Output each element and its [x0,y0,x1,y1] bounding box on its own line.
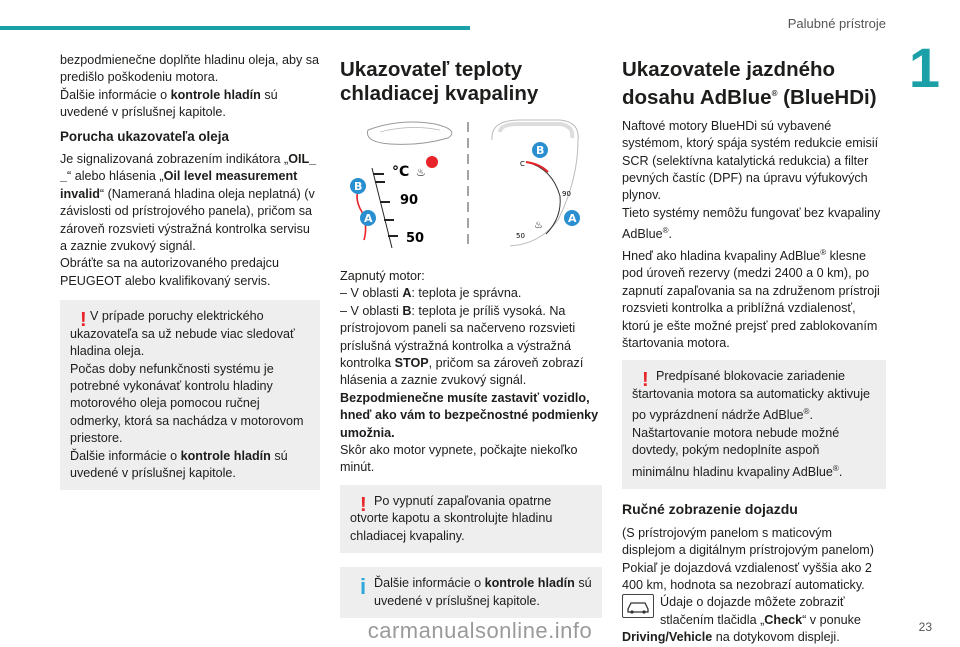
label-b: B [354,180,363,193]
heading-manual-range: Ručné zobrazenie dojazdu [622,501,798,518]
warning-box [622,360,886,489]
paragraph [340,303,602,390]
text: . [838,464,843,479]
text: bezpodmienečne doplňte hladinu oleja, aby sa predišlo poškodeniu motora. [60,53,320,85]
text: . [809,408,813,423]
bold-text: kontrole hladín [180,448,271,463]
warning-box [340,485,602,553]
text: “ (Nameraná hladina oleja neplatná) (v závislosti od prístrojového panela), pričom sa zároveň rozsvieti výstražná kontrolka servisu a zaznie zvukový signál. [60,186,315,254]
car-outline-icon [623,595,653,617]
car-icon [622,594,654,618]
bold-text: OIL_ _ [60,152,317,184]
bold-text: STOP [394,356,429,371]
paragraph: Po vypnutí zapaľovania opatrne otvorte kapotu a skontrolujte hladinu chladiacej kvapaliny. [350,493,553,543]
heading-oil-fault: Porucha ukazovateľa oleja [60,128,229,144]
paragraph [350,575,592,610]
superscript: ® [803,407,810,417]
info-box [340,567,602,618]
text: Ďalšie informácie o [374,576,485,591]
gauge-value-50: 50 [406,231,425,246]
label-b-right: B [536,144,545,157]
paragraph: (S prístrojovým panelom s maticovým displejom a digitálnym prístrojovým panelom) [622,525,874,558]
text: : teplota je správna. [411,286,522,301]
warning-icon: ! [642,369,649,392]
paragraph: Naftové motory BlueHDi sú vybavené systémom, ktorý spája systém redukcie emisií SCR (selektívna katalytická redukcia) a filter pevných častíc (DPF) na úpravu výfukových plynov. [622,118,879,203]
text: – V oblasti [340,286,403,301]
coolant-symbol-right-icon: ♨ [534,220,543,231]
watermark: carmanualsonline.info [367,618,593,643]
paragraph: Skôr ako motor vypnete, počkajte niekoľko minút. [340,443,578,475]
header-accent-bar [0,26,470,30]
text: Ďalšie informácie o [60,87,171,102]
text: Údaje o dojazde môžete zobraziť stlačením tlačidla „ [660,595,845,627]
text: na dotykovom displeji. [712,630,840,645]
heading-coolant: Ukazovateľ teploty chladiacej kvapaliny [340,58,539,105]
paragraph [70,448,310,483]
gauge-unit-c: C [520,160,525,168]
bold-text: A [402,286,412,301]
superscript: ® [662,226,669,236]
paragraph [622,205,886,244]
column-coolant [340,58,602,618]
warning-icon: ! [360,493,367,516]
paragraph [60,151,320,290]
text: Ukazovatele jazdného dosahu AdBlue [622,58,836,109]
heading-adblue [622,58,886,110]
section-header-title: Palubné prístroje [787,16,886,31]
paragraph [632,368,876,424]
warning-box [60,300,320,490]
text: klesne pod úroveň rezervy (medzi 2400 a 0 km), po zapnutí zapaľovania sa na združenom prístroji rozsvieti kontrolka a priblížná vzdialenosť, ktorú je ešte možné prejsť pred zablokovaním štartovania motora. [622,249,880,351]
column-adblue [622,58,886,647]
text: Tieto systémy nemôžu fungovať bez kvapaliny AdBlue [622,205,881,242]
superscript: ® [820,247,827,257]
page-number: 23 [918,620,932,634]
text: Je signalizovaná zobrazením indikátora „ [60,152,289,167]
unit-label: °C [392,164,410,180]
text: , pričom sa zároveň zobrazí hlásenia a zaznie zvukový signál. [340,356,584,388]
paragraph [622,244,886,353]
bold-text: Oil level measurement invalid [60,169,298,201]
paragraph-bold: Bezpodmienečne musíte zastaviť vozidlo, hneď ako vám to bezpečnostné podmienky umožnia. [340,390,599,440]
text: – V oblasti [340,303,403,318]
warning-icon: ! [80,309,87,332]
bold-text: kontrole hladín [170,87,261,102]
paragraph [340,285,602,302]
paragraph [70,308,310,360]
superscript: ® [771,89,778,98]
coolant-symbol-icon: ♨ [416,166,426,179]
bold-text: Check [764,612,803,627]
label-a: A [364,212,373,225]
column-oil [60,52,320,490]
gauge-value-90-right: 90 [562,190,571,198]
label-a-right: A [568,212,577,225]
text: sú uvedené v príslušnej kapitole. [374,576,592,608]
text: Ďalšie informácie o [70,448,181,463]
text: V prípade poruchy elektrického ukazovateľa sa už nebude viac sledovať hladina oleja. [70,309,295,359]
text: Predpísané blokovacie zariadenie štartovania motora sa automaticky aktivuje po vyprázdnení nádrže AdBlue [632,369,870,423]
text: sú uvedené v príslušnej kapitole. [70,448,288,480]
gauge-value-50-right: 50 [516,232,525,240]
text: sú uvedené v príslušnej kapitole. [60,87,278,120]
bold-text: B [402,303,412,318]
chapter-number: 1 [908,36,940,99]
bold-text: kontrole hladín [484,576,575,591]
info-icon: i [360,574,367,600]
text: Naštartovanie motora nebude možné dovtedy, pokým nedoplníte aspoň minimálnu hladinu kvapaliny AdBlue [632,425,840,479]
text: (BlueHDi) [777,85,877,109]
text: . [668,227,673,242]
superscript: ® [832,463,839,473]
bold-text: Driving/Vehicle [622,630,713,645]
paragraph [60,52,320,122]
text: “ v ponuke [802,612,861,627]
gauge-value-90: 90 [400,193,419,208]
paragraph [632,425,876,481]
text: Hneď ako hladina kvapaliny AdBlue [622,249,821,264]
paragraph: Zapnutý motor: [340,269,425,283]
warning-light-icon [426,156,438,168]
coolant-gauge-diagram [340,116,602,254]
text: Obráťte sa na autorizovaného predajcu PEUGEOT alebo kvalifikovaný servis. [60,256,279,288]
coolant-gauge-illustration [340,116,602,254]
paragraph: Počas doby nefunkčnosti systému je potrebné vykonávať kontrolu hladiny motorového oleja pomocou ručnej odmerky, ktorá sa nachádza v motorovom priestore. [70,361,304,446]
text: “ alebo hlásenia „ [67,169,164,184]
text: : teplota je príliš vysoká. Na prístrojovom paneli sa načerveno rozsvieti príslušná výstražná kontrolka a výstražná kontrolka [340,303,576,371]
paragraph: Pokiaľ je dojazdová vzdialenosť vyššia ako 2 400 km, hodnota sa nezobrazí automaticky. [622,560,872,592]
